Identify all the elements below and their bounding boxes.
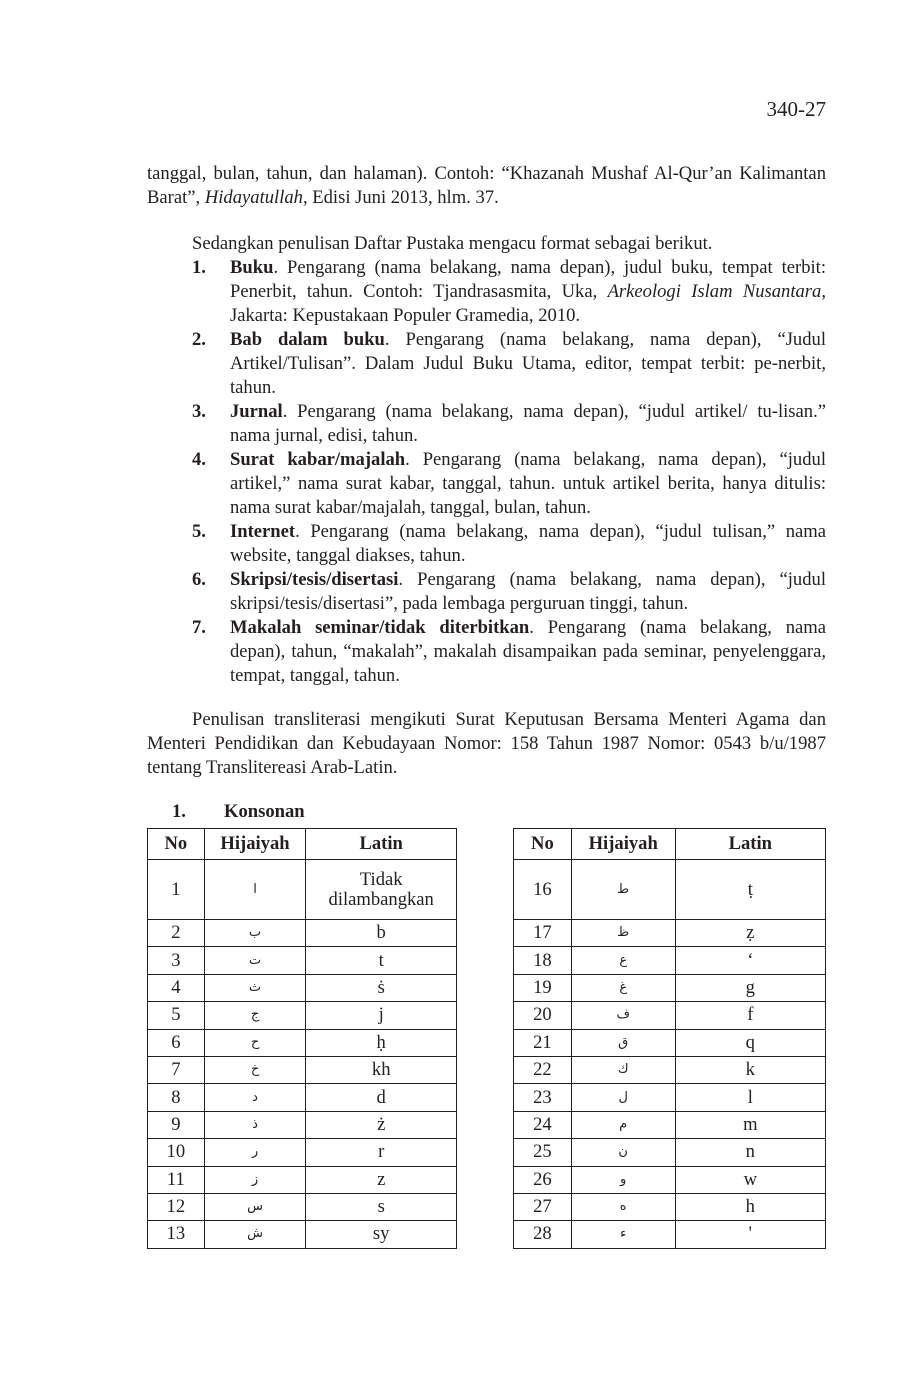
cell-hijaiyah: غ [571, 974, 675, 1001]
cell-latin: j [306, 1002, 457, 1029]
bibliography-item [147, 328, 826, 400]
cell-latin: kh [306, 1056, 457, 1083]
cell-no: 20 [514, 1002, 572, 1029]
item-term: Makalah seminar/tidak diterbitkan [230, 617, 530, 638]
item-italic-title: Arkeologi Islam Nusantara [607, 281, 822, 302]
section-number: 1. [172, 801, 186, 822]
cell-latin: ṭ [675, 860, 825, 920]
cell-latin: ' [675, 1221, 825, 1248]
item-number: 5. [192, 521, 206, 542]
table-row [514, 1029, 826, 1056]
cell-hijaiyah: ه [571, 1193, 675, 1220]
table-row [514, 860, 826, 920]
cell-hijaiyah: ش [204, 1221, 306, 1248]
cell-no: 22 [514, 1056, 572, 1083]
paragraph-citation-example [147, 162, 826, 210]
cell-latin: d [306, 1084, 457, 1111]
bibliography-item [147, 616, 826, 688]
cell-hijaiyah: ط [571, 860, 675, 920]
bibliography-item [147, 568, 826, 616]
cell-latin: Tidak dilambangkan [306, 860, 457, 920]
table-row [148, 1056, 457, 1083]
paragraph-text: , Edisi Juni 2013, hlm. 37. [302, 187, 499, 208]
cell-latin: b [306, 920, 457, 947]
item-number: 2. [192, 329, 206, 350]
header-no: No [148, 829, 205, 860]
table-row [514, 1111, 826, 1138]
cell-hijaiyah: ء [571, 1221, 675, 1248]
table-row [148, 1193, 457, 1220]
table-row [148, 1084, 457, 1111]
table-row [148, 1139, 457, 1166]
header-hijaiyah: Hijaiyah [571, 829, 675, 860]
header-latin: Latin [306, 829, 457, 860]
cell-no: 26 [514, 1166, 572, 1193]
cell-latin: l [675, 1084, 825, 1111]
cell-latin: t [306, 947, 457, 974]
cell-no: 28 [514, 1221, 572, 1248]
paragraph-text: tanggal, bulan, tahun, dan halaman). Contoh: “Khazanah Mushaf Al-Qur’an Kalimantan Barat”, [147, 163, 826, 208]
item-text: . Pengarang (nama belakang, nama depan), judul buku, tempat terbit: Penerbit, tahun. Contoh: Tjandrasasmita, Uka, [230, 257, 826, 302]
table-row [148, 1002, 457, 1029]
item-term: Buku [230, 257, 274, 278]
cell-latin: w [675, 1166, 825, 1193]
table-row [514, 920, 826, 947]
item-term: Internet [230, 521, 296, 542]
header-hijaiyah: Hijaiyah [204, 829, 306, 860]
cell-no: 21 [514, 1029, 572, 1056]
item-term: Surat kabar/majalah [230, 449, 406, 470]
cell-hijaiyah: ذ [204, 1111, 306, 1138]
cell-hijaiyah: خ [204, 1056, 306, 1083]
cell-latin: ṡ [306, 974, 457, 1001]
paragraph-text: Penulisan transliterasi mengikuti Surat Keputusan Bersama Menteri Agama dan Menteri Pendidikan dan Kebudayaan Nomor: 158 Tahun 1987 Nomor: 0543 b/u/1987 tentang Translitereasi Arab-Latin. [147, 709, 826, 778]
cell-hijaiyah: و [571, 1166, 675, 1193]
cell-latin: q [675, 1029, 825, 1056]
bibliography-item [147, 256, 826, 328]
cell-hijaiyah: ز [204, 1166, 306, 1193]
cell-no: 7 [148, 1056, 205, 1083]
cell-latin: sy [306, 1221, 457, 1248]
item-number: 4. [192, 449, 206, 470]
table-row [148, 974, 457, 1001]
cell-latin: f [675, 1002, 825, 1029]
cell-no: 12 [148, 1193, 205, 1220]
cell-hijaiyah: ظ [571, 920, 675, 947]
paragraph-transliteration [147, 708, 826, 780]
cell-no: 10 [148, 1139, 205, 1166]
cell-hijaiyah: ع [571, 947, 675, 974]
table-row [148, 1029, 457, 1056]
cell-hijaiyah: ك [571, 1056, 675, 1083]
cell-hijaiyah: ن [571, 1139, 675, 1166]
bibliography-list [147, 256, 826, 688]
cell-no: 16 [514, 860, 572, 920]
cell-latin: m [675, 1111, 825, 1138]
cell-latin: n [675, 1139, 825, 1166]
cell-hijaiyah: د [204, 1084, 306, 1111]
table-row [514, 1166, 826, 1193]
cell-latin: ḥ [306, 1029, 457, 1056]
cell-no: 4 [148, 974, 205, 1001]
cell-latin: k [675, 1056, 825, 1083]
cell-no: 13 [148, 1221, 205, 1248]
cell-hijaiyah: س [204, 1193, 306, 1220]
cell-latin: z [306, 1166, 457, 1193]
item-text: . Pengarang (nama belakang, nama depan), “judul artikel/ tu-lisan.” nama jurnal, edisi, tahun. [230, 401, 826, 446]
item-text: . Pengarang (nama belakang, nama depan), “Judul Artikel/Tulisan”. Dalam Judul Buku Utama, editor, tempat terbit: pe-nerbit, tahun. [230, 329, 826, 398]
cell-hijaiyah: ج [204, 1002, 306, 1029]
bibliography-item [147, 400, 826, 448]
cell-hijaiyah: ل [571, 1084, 675, 1111]
item-number: 3. [192, 401, 206, 422]
cell-hijaiyah: م [571, 1111, 675, 1138]
cell-latin: r [306, 1139, 457, 1166]
item-text: , Jakarta: Kepustakaan Populer Gramedia, 2010. [230, 281, 826, 326]
cell-hijaiyah: ا [204, 860, 306, 920]
cell-no: 18 [514, 947, 572, 974]
cell-hijaiyah: ث [204, 974, 306, 1001]
header-latin: Latin [675, 829, 825, 860]
cell-latin: ‘ [675, 947, 825, 974]
section-title: Konsonan [224, 801, 305, 822]
consonant-table-right [513, 828, 826, 1249]
table-row [514, 1056, 826, 1083]
table-row [148, 1221, 457, 1248]
cell-no: 8 [148, 1084, 205, 1111]
cell-hijaiyah: ف [571, 1002, 675, 1029]
cell-hijaiyah: ر [204, 1139, 306, 1166]
item-term: Bab dalam buku [230, 329, 385, 350]
item-number: 1. [192, 257, 206, 278]
cell-no: 6 [148, 1029, 205, 1056]
table-row [148, 860, 457, 920]
table-row [514, 1193, 826, 1220]
table-row [148, 1166, 457, 1193]
cell-no: 5 [148, 1002, 205, 1029]
item-number: 6. [192, 569, 206, 590]
table-row [148, 947, 457, 974]
bibliography-intro: Sedangkan penulisan Daftar Pustaka mengacu format sebagai berikut. [192, 233, 713, 254]
bibliography-item [147, 448, 826, 520]
cell-latin: ż [306, 1111, 457, 1138]
table-row [148, 1111, 457, 1138]
item-text: . Pengarang (nama belakang, nama depan), “judul artikel,” nama surat kabar, tanggal, tahun. untuk artikel berita, hanya ditulis: nama surat kabar/majalah, tanggal, bulan, tahun. [230, 449, 826, 518]
table-row [514, 947, 826, 974]
table-row [514, 1002, 826, 1029]
cell-no: 17 [514, 920, 572, 947]
cell-no: 23 [514, 1084, 572, 1111]
item-text: . Pengarang (nama belakang, nama depan), tahun, “makalah”, makalah disampaikan pada seminar, penyelenggara, tempat, tanggal, tahun. [230, 617, 826, 686]
cell-hijaiyah: ح [204, 1029, 306, 1056]
cell-hijaiyah: ت [204, 947, 306, 974]
cell-no: 27 [514, 1193, 572, 1220]
cell-latin: ẓ [675, 920, 825, 947]
consonant-table-left [147, 828, 457, 1249]
cell-no: 1 [148, 860, 205, 920]
cell-no: 19 [514, 974, 572, 1001]
header-no: No [514, 829, 572, 860]
cell-latin: s [306, 1193, 457, 1220]
cell-no: 2 [148, 920, 205, 947]
cell-no: 9 [148, 1111, 205, 1138]
table-row [514, 1221, 826, 1248]
item-term: Jurnal [230, 401, 283, 422]
cell-no: 11 [148, 1166, 205, 1193]
cell-hijaiyah: ق [571, 1029, 675, 1056]
cell-latin: g [675, 974, 825, 1001]
bibliography-section [147, 232, 826, 688]
cell-no: 3 [148, 947, 205, 974]
table-row [514, 1084, 826, 1111]
item-text: . Pengarang (nama belakang, nama depan), “judul tulisan,” nama website, tanggal diakses, tahun. [230, 521, 826, 566]
item-text: . Pengarang (nama belakang, nama depan), “judul skripsi/tesis/disertasi”, pada lembaga perguruan tinggi, tahun. [230, 569, 826, 614]
table-row [514, 1139, 826, 1166]
item-number: 7. [192, 617, 206, 638]
cell-hijaiyah: ب [204, 920, 306, 947]
section-heading [172, 800, 305, 824]
cell-no: 25 [514, 1139, 572, 1166]
table-row [148, 920, 457, 947]
italic-title: Hidayatullah [204, 187, 303, 208]
cell-no: 24 [514, 1111, 572, 1138]
item-term: Skripsi/tesis/disertasi [230, 569, 399, 590]
cell-latin: h [675, 1193, 825, 1220]
table-row [514, 974, 826, 1001]
page-number: 340-27 [766, 97, 826, 121]
bibliography-item [147, 520, 826, 568]
